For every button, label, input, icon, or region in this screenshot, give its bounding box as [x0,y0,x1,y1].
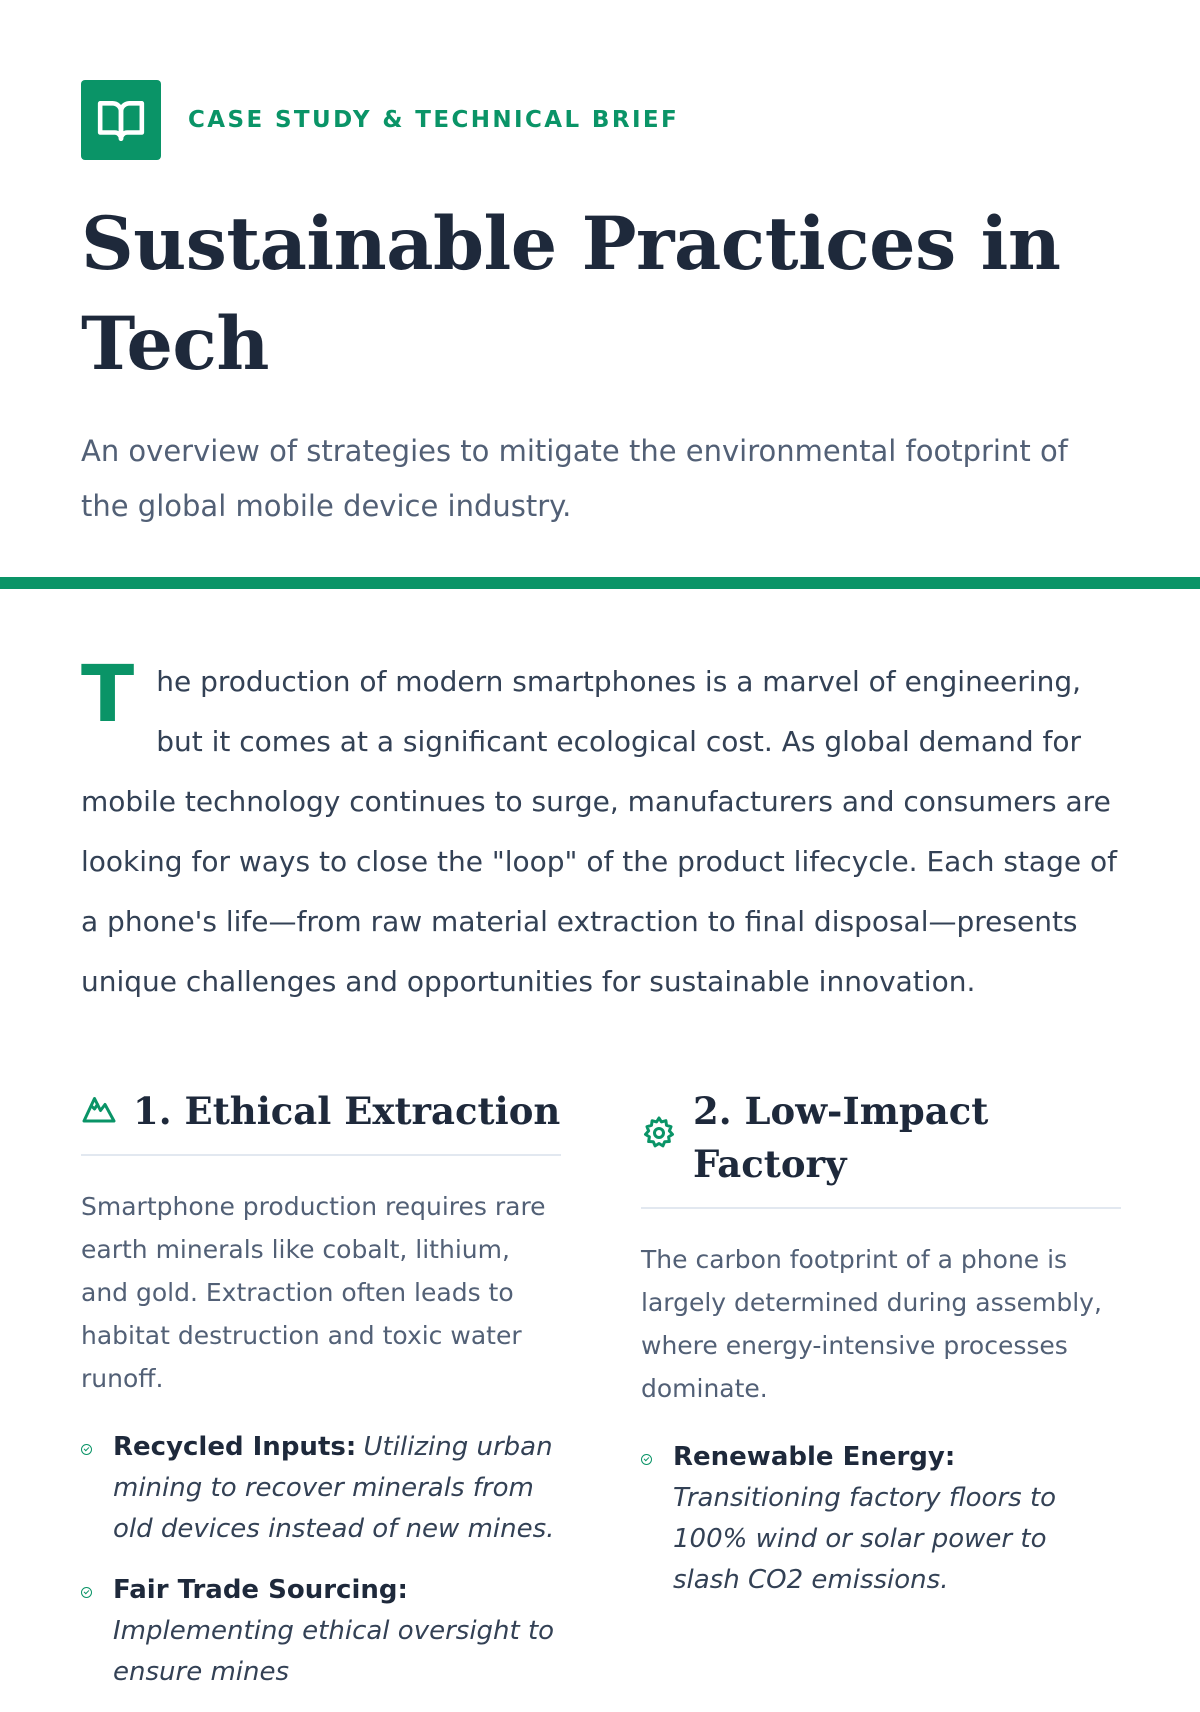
section-heading [641,1085,1121,1209]
section-text: The carbon footprint of a phone is largely determined during assembly, where energy-intensive processes dominate. [641,1245,1102,1403]
brand-badge [81,80,161,160]
bullet-label: Renewable Energy: [673,1442,956,1472]
bullet-label: Fair Trade Sourcing: [113,1575,408,1605]
section-title: 1. Ethical Extraction [133,1089,561,1133]
intro-paragraph [81,652,1121,1012]
intro-text: he production of modern smartphones is a marvel of engineering, but it comes at a significant ecological cost. As global demand for mobile technology continues to surge, manufacturers and consumers are looking for ways to close the "loop" of the product lifecycle. Each stage of a phone's life—from raw material extraction to final disposal—presents unique challenges and opportunities for sustainable innovation. [81,665,1117,998]
list-item [641,1436,1121,1600]
section-title: 2. Low-Impact Factory [693,1089,989,1186]
page-subtitle: An overview of strategies to mitigate the environmental footprint of the global mobile device industry. [81,434,1068,523]
section-low-impact-factory [641,1085,1121,1620]
check-circle-icon [641,1454,652,1465]
mountain-icon [81,1091,117,1127]
check-circle-icon [81,1444,92,1455]
brand-row [81,80,1120,160]
drop-cap: T [81,650,135,740]
page-title: Sustainable Practices in Tech [81,201,1061,387]
check-circle-icon [81,1587,92,1598]
bullet-text: Utilizing urban mining to recover minerals from old devices instead of new mines. [113,1432,555,1544]
header-divider [0,577,1200,589]
section-text: Smartphone production requires rare earth minerals like cobalt, lithium, and gold. Extraction often leads to habitat destruction and toxic water runoff. [81,1192,546,1393]
bullet-text: Implementing ethical oversight to ensure mines [113,1616,555,1687]
document-header [0,0,1200,584]
gear-icon [641,1115,677,1151]
bullet-list [81,1426,561,1692]
bullet-list [641,1436,1121,1600]
bullet-label: Recycled Inputs: [113,1432,357,1462]
open-book-icon [96,95,146,145]
section-heading [81,1085,561,1156]
section-ethical-extraction [81,1085,561,1712]
bullet-text: Transitioning factory floors to 100% wind or solar power to slash CO2 emissions. [673,1483,1057,1595]
list-item [81,1426,561,1549]
eyebrow-label: CASE STUDY & TECHNICAL BRIEF [188,107,680,133]
list-item [81,1569,561,1692]
